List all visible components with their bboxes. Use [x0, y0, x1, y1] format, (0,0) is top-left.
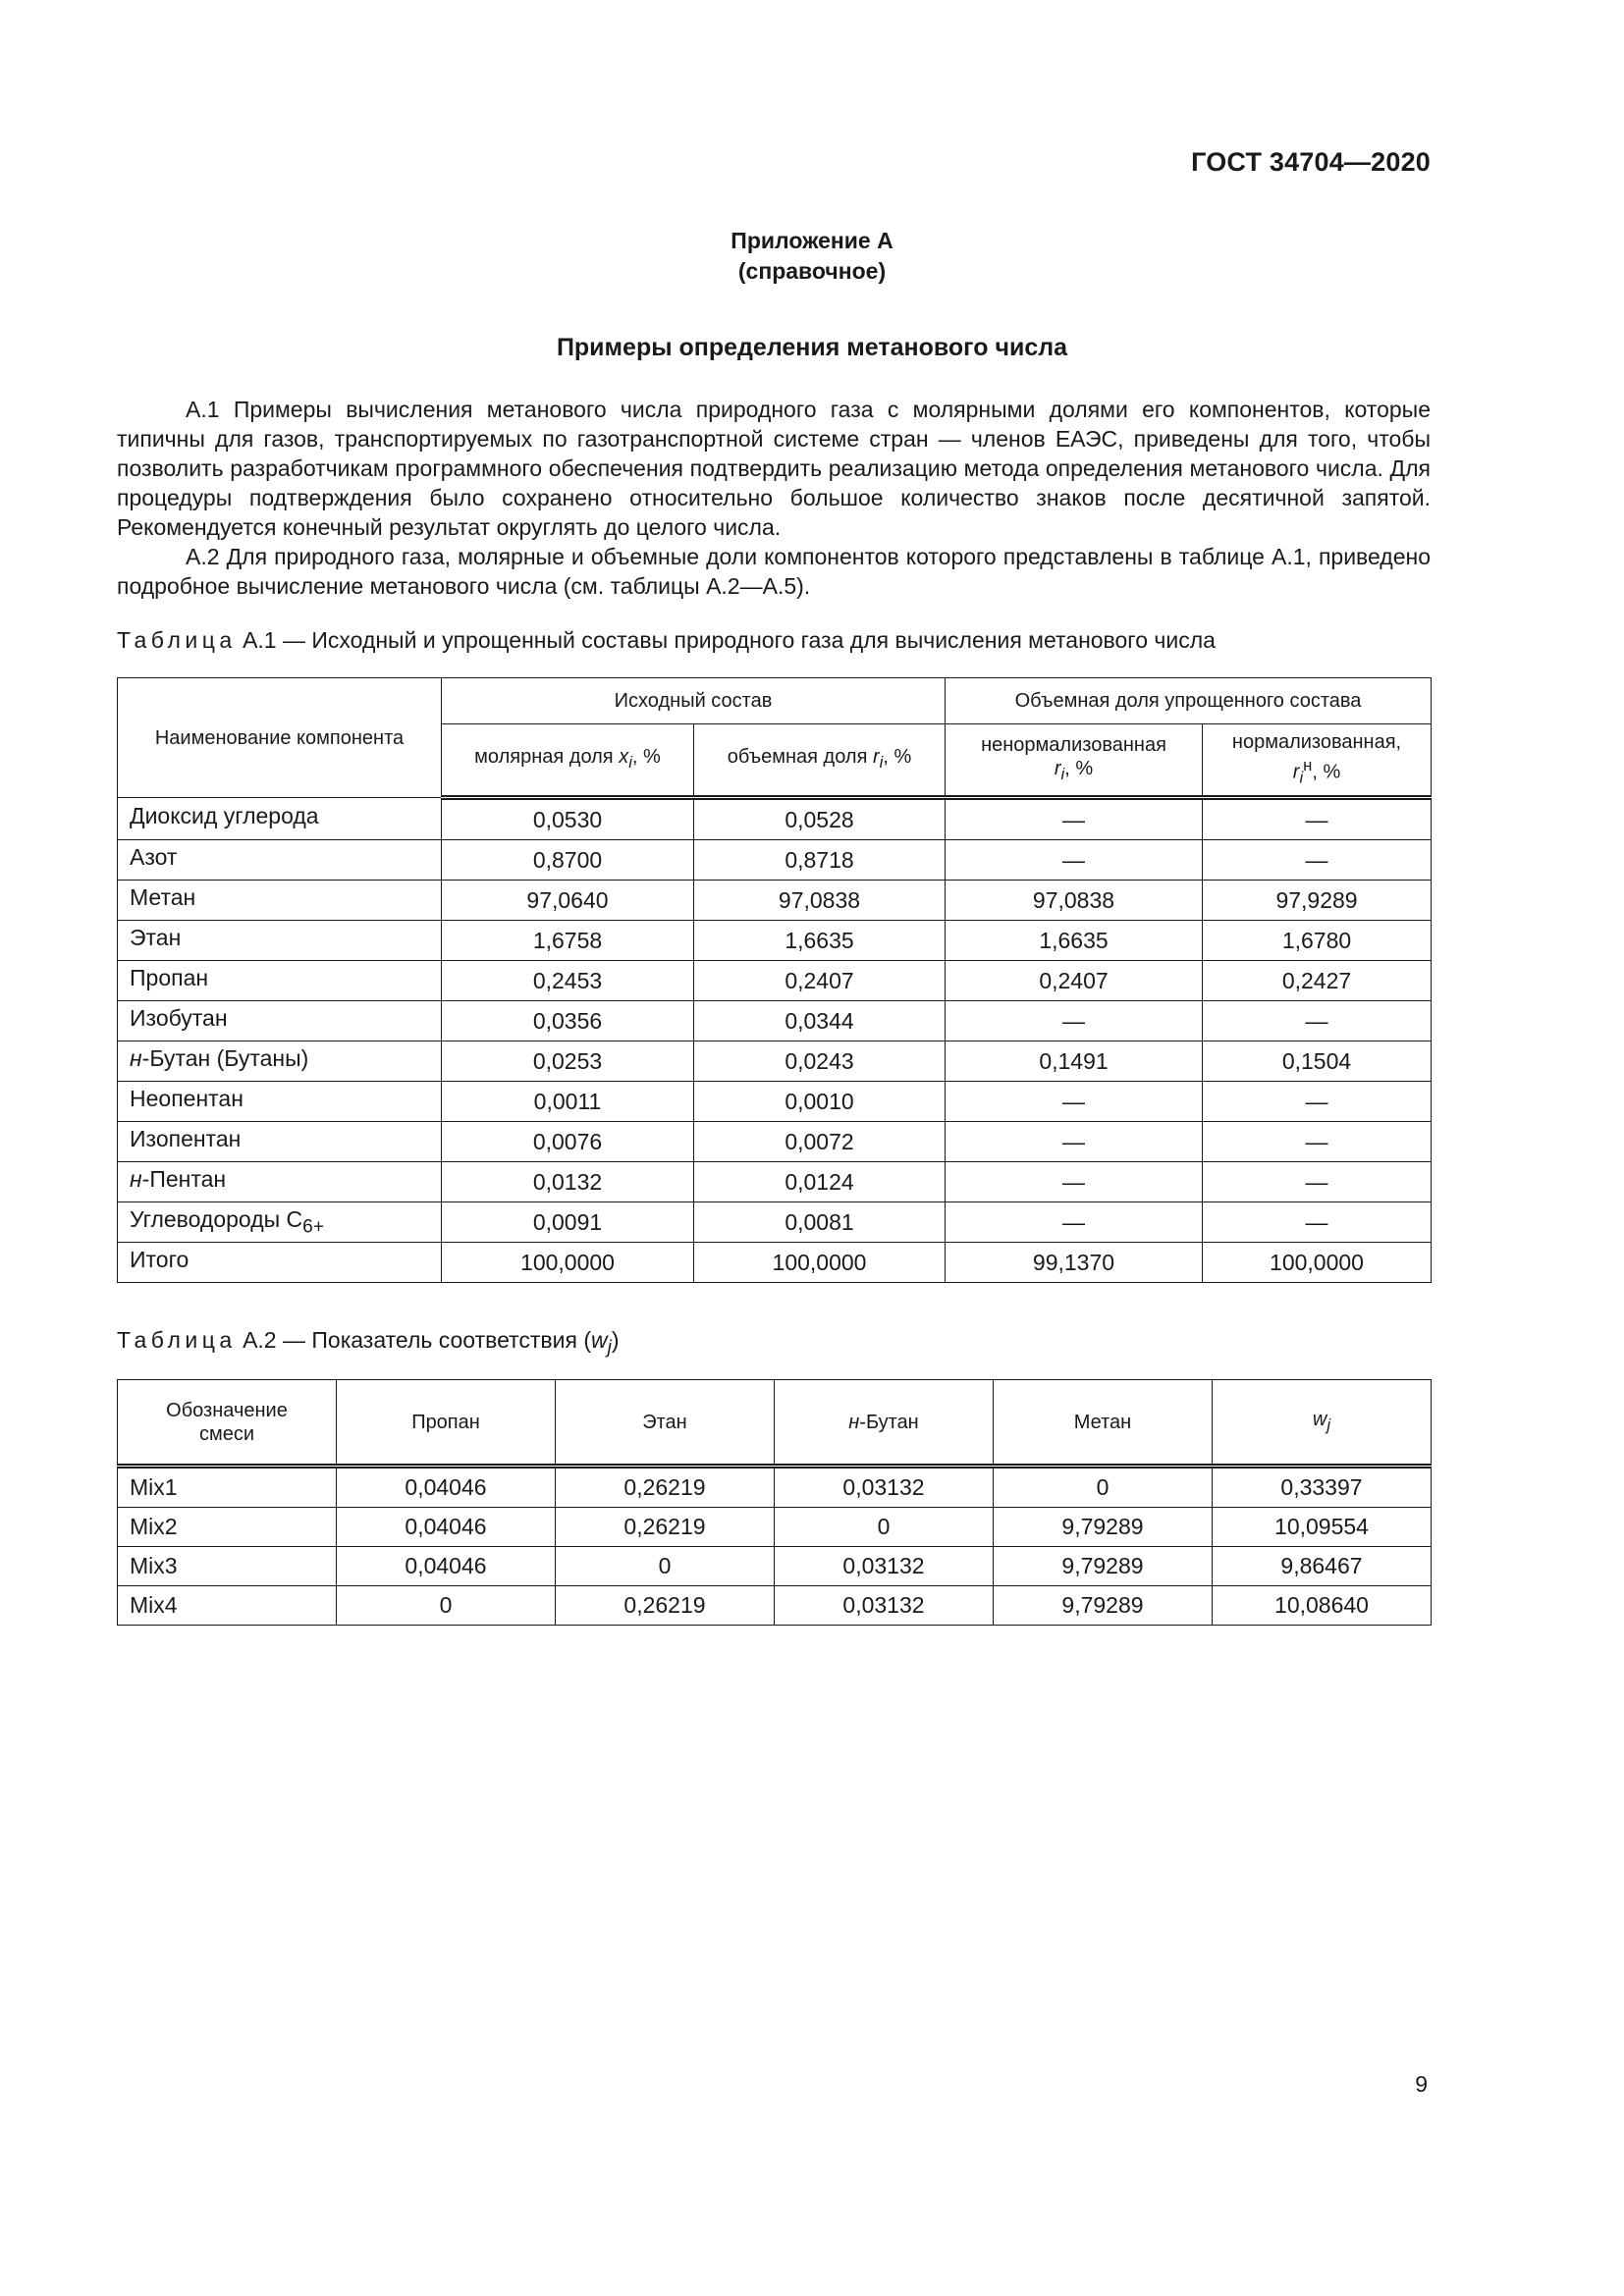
table-row — [118, 881, 1432, 921]
component-name-cell: Пропан — [118, 961, 442, 1001]
component-name-cell: Изопентан — [118, 1122, 442, 1162]
molar-fraction-cell: 97,0640 — [442, 881, 694, 921]
page-number: 9 — [1415, 2071, 1428, 2097]
table-a2-header-mix: Обозначение смеси — [118, 1380, 337, 1467]
component-name-cell: Итого — [118, 1243, 442, 1283]
normalized-cell: — — [1203, 840, 1432, 881]
table-a1-header-normalized: нормализованная, $r_i^н$, % — [1203, 724, 1432, 798]
normalized-cell: 100,0000 — [1203, 1243, 1432, 1283]
normalized-cell: — — [1203, 1202, 1432, 1243]
table-row — [118, 1202, 1432, 1243]
paragraph-a1: А.1 Примеры вычисления метанового числа природного газа с молярными долями его компонентов, которые типичны для газов, транспортируемых по газотранспортной системе стран — членов ЕАЭС, приведены для того, чтобы позволить разработчикам программного обеспечения подтвердить реализацию метода определения метанового числа. Для процедуры подтверждения было сохранено относительно большое количество знаков после десятичной запятой. Рекомендуется конечный результат округлять до целого числа. — [117, 397, 1431, 540]
nonnormalized-cell: 1,6635 — [946, 921, 1203, 961]
table-a2-caption: Таблица А.2 — Показатель соответствия $(w_j)$ — [117, 1327, 620, 1359]
normalized-cell: 97,9289 — [1203, 881, 1432, 921]
volume-fraction-cell: 100,0000 — [694, 1243, 946, 1283]
table-row — [118, 1508, 1432, 1547]
mix-cell: Mix2 — [118, 1508, 337, 1547]
volume-fraction-cell: 0,0010 — [694, 1082, 946, 1122]
volume-fraction-cell: 0,8718 — [694, 840, 946, 881]
molar-fraction-cell: 0,0076 — [442, 1122, 694, 1162]
volume-fraction-cell: 0,0072 — [694, 1122, 946, 1162]
propane-cell: 0,04046 — [337, 1508, 556, 1547]
component-name-cell: н-Бутан (Бутаны) — [118, 1041, 442, 1082]
normalized-cell: 0,2427 — [1203, 961, 1432, 1001]
mix-cell: Mix4 — [118, 1586, 337, 1626]
table-a2-header-ethane: Этан — [556, 1380, 775, 1467]
butane-cell: 0,03132 — [775, 1586, 994, 1626]
methane-cell: 9,79289 — [994, 1586, 1213, 1626]
molar-fraction-cell: 0,0132 — [442, 1162, 694, 1202]
w-cell: 10,08640 — [1213, 1586, 1432, 1626]
table-a2-header-methane: Метан — [994, 1380, 1213, 1467]
component-name-cell: Этан — [118, 921, 442, 961]
molar-fraction-cell: 0,0356 — [442, 1001, 694, 1041]
normalized-cell: 0,1504 — [1203, 1041, 1432, 1082]
nonnormalized-cell: — — [946, 1122, 1203, 1162]
nonnormalized-cell: — — [946, 798, 1203, 840]
normalized-cell: — — [1203, 1082, 1432, 1122]
table-a2-caption-label: Таблица — [117, 1327, 237, 1353]
table-a2 — [117, 1379, 1432, 1626]
nonnormalized-cell: — — [946, 1001, 1203, 1041]
component-name-cell: Углеводороды $С_{6+}$ — [118, 1202, 442, 1243]
normalized-cell: — — [1203, 798, 1432, 840]
table-row — [118, 1547, 1432, 1586]
nonnormalized-cell: 0,1491 — [946, 1041, 1203, 1082]
table-row — [118, 921, 1432, 961]
table-a2-header-butane: н-Бутан — [775, 1380, 994, 1467]
component-name-cell: н-Пентан — [118, 1162, 442, 1202]
appendix-label: Приложение А — [731, 228, 893, 253]
table-row — [118, 1586, 1432, 1626]
table-a1-header-component: Наименование компонента — [118, 678, 442, 798]
appendix-subtitle: (справочное) — [737, 258, 887, 284]
normalized-cell: — — [1203, 1122, 1432, 1162]
molar-fraction-cell: 1,6758 — [442, 921, 694, 961]
ethane-cell: 0 — [556, 1547, 775, 1586]
table-a1-header-nonnormalized: ненормализованная $r_i$, % — [946, 724, 1203, 798]
table-a1-header-volume: объемная доля $r_i$, % — [694, 724, 946, 798]
table-row — [118, 840, 1432, 881]
ethane-cell: 0,26219 — [556, 1467, 775, 1508]
table-a1-caption-label: Таблица — [117, 627, 237, 653]
mix-cell: Mix1 — [118, 1467, 337, 1508]
appendix-title — [0, 226, 1624, 287]
component-name-cell: Азот — [118, 840, 442, 881]
methane-cell: 0 — [994, 1467, 1213, 1508]
ethane-cell: 0,26219 — [556, 1586, 775, 1626]
nonnormalized-cell: — — [946, 840, 1203, 881]
volume-fraction-cell: 0,2407 — [694, 961, 946, 1001]
ethane-cell: 0,26219 — [556, 1508, 775, 1547]
volume-fraction-cell: 97,0838 — [694, 881, 946, 921]
table-row — [118, 798, 1432, 840]
body-text — [117, 395, 1431, 601]
methane-cell: 9,79289 — [994, 1547, 1213, 1586]
table-row — [118, 1082, 1432, 1122]
propane-cell: 0,04046 — [337, 1547, 556, 1586]
component-name-cell: Метан — [118, 881, 442, 921]
table-a1 — [117, 677, 1432, 1283]
table-row — [118, 1162, 1432, 1202]
molar-fraction-cell: 0,0011 — [442, 1082, 694, 1122]
table-a2-header-w: $w_j$ — [1213, 1380, 1432, 1467]
nonnormalized-cell: 97,0838 — [946, 881, 1203, 921]
standard-code: ГОСТ 34704—2020 — [1191, 147, 1431, 177]
volume-fraction-cell: 0,0344 — [694, 1001, 946, 1041]
section-heading: Примеры определения метанового числа — [556, 334, 1068, 361]
nonnormalized-cell: — — [946, 1082, 1203, 1122]
component-name-cell: Изобутан — [118, 1001, 442, 1041]
volume-fraction-cell: 1,6635 — [694, 921, 946, 961]
volume-fraction-cell: 0,0528 — [694, 798, 946, 840]
table-a2-caption-text: А.2 — Показатель соответствия ( — [243, 1327, 591, 1353]
table-row — [118, 1122, 1432, 1162]
molar-fraction-cell: 0,8700 — [442, 840, 694, 881]
molar-fraction-cell: 0,2453 — [442, 961, 694, 1001]
normalized-cell: 1,6780 — [1203, 921, 1432, 961]
propane-cell: 0,04046 — [337, 1467, 556, 1508]
mix-cell: Mix3 — [118, 1547, 337, 1586]
butane-cell: 0 — [775, 1508, 994, 1547]
normalized-cell: — — [1203, 1001, 1432, 1041]
table-row — [118, 1467, 1432, 1508]
table-a1-header-molar: молярная доля $x_i$, % — [442, 724, 694, 798]
nonnormalized-cell: 0,2407 — [946, 961, 1203, 1001]
propane-cell: 0 — [337, 1586, 556, 1626]
w-cell: 10,09554 — [1213, 1508, 1432, 1547]
nonnormalized-cell: — — [946, 1162, 1203, 1202]
volume-fraction-cell: 0,0243 — [694, 1041, 946, 1082]
volume-fraction-cell: 0,0124 — [694, 1162, 946, 1202]
table-a1-caption — [117, 625, 1431, 655]
table-row — [118, 961, 1432, 1001]
component-name-cell: Диоксид углерода — [118, 798, 442, 840]
butane-cell: 0,03132 — [775, 1467, 994, 1508]
table-row — [118, 1243, 1432, 1283]
normalized-cell: — — [1203, 1162, 1432, 1202]
table-row — [118, 1001, 1432, 1041]
paragraph-a2: А.2 Для природного газа, молярные и объемные доли компонентов которого представлены в таблице А.1, приведено подробное вычисление метанового числа (см. таблицы А.2—А.5). — [117, 544, 1431, 599]
table-a1-header-original: Исходный состав — [442, 678, 946, 724]
volume-fraction-cell: 0,0081 — [694, 1202, 946, 1243]
table-row — [118, 1041, 1432, 1082]
component-name-cell: Неопентан — [118, 1082, 442, 1122]
nonnormalized-cell: — — [946, 1202, 1203, 1243]
table-a1-header-simplified: Объемная доля упрощенного состава — [946, 678, 1432, 724]
methane-cell: 9,79289 — [994, 1508, 1213, 1547]
w-cell: 0,33397 — [1213, 1467, 1432, 1508]
nonnormalized-cell: 99,1370 — [946, 1243, 1203, 1283]
table-a2-header-propane: Пропан — [337, 1380, 556, 1467]
w-cell: 9,86467 — [1213, 1547, 1432, 1586]
molar-fraction-cell: 0,0253 — [442, 1041, 694, 1082]
molar-fraction-cell: 0,0530 — [442, 798, 694, 840]
table-a1-caption-text: А.1 — Исходный и упрощенный составы природного газа для вычисления метанового числа — [243, 627, 1216, 653]
molar-fraction-cell: 100,0000 — [442, 1243, 694, 1283]
butane-cell: 0,03132 — [775, 1547, 994, 1586]
molar-fraction-cell: 0,0091 — [442, 1202, 694, 1243]
